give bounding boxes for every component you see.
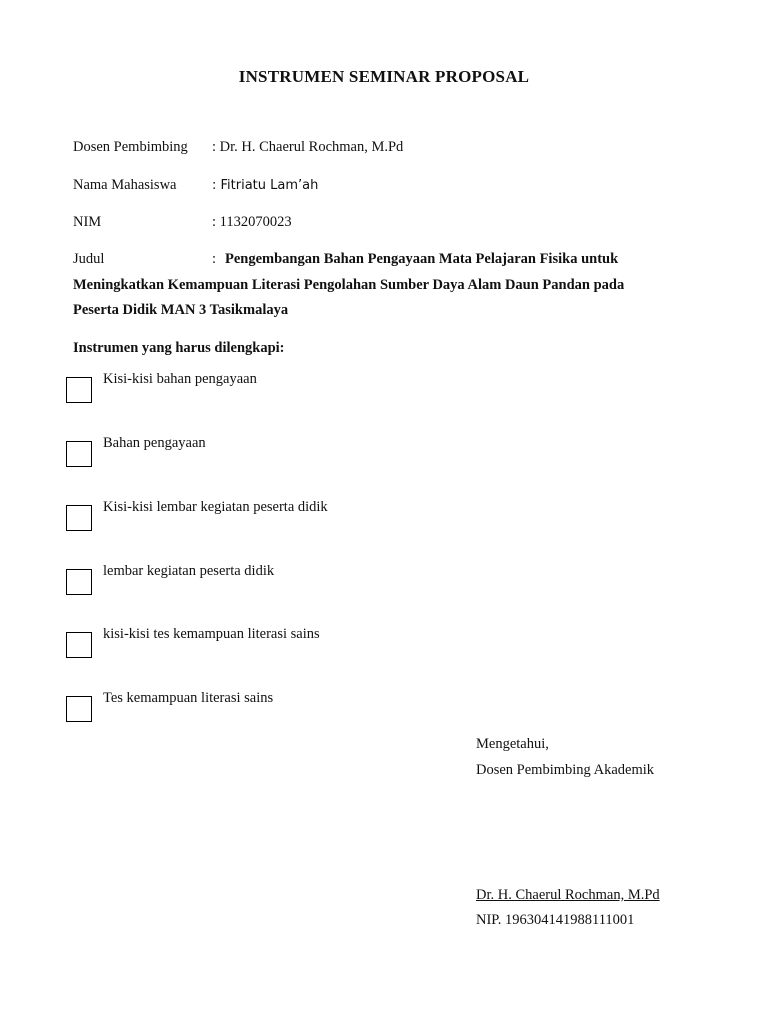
checkbox-bahan-pengayaan[interactable] bbox=[66, 441, 92, 467]
checklist-item bbox=[66, 690, 466, 722]
nama-mahasiswa-label: Nama Mahasiswa bbox=[73, 177, 177, 193]
checklist-item-label: Kisi-kisi bahan pengayaan bbox=[103, 371, 257, 387]
checklist-item-label: kisi-kisi tes kemampuan literasi sains bbox=[103, 626, 320, 642]
checklist-item-label: Kisi-kisi lembar kegiatan peserta didik bbox=[103, 499, 328, 515]
checklist-item-label: Tes kemampuan literasi sains bbox=[103, 690, 274, 706]
checkbox-lembar-kegiatan[interactable] bbox=[66, 569, 92, 595]
checkbox-tes-literasi-sains[interactable] bbox=[66, 696, 92, 722]
signature-acknowledged: Mengetahui, bbox=[476, 736, 549, 752]
checklist-heading: Instrumen yang harus dilengkapi: bbox=[73, 340, 285, 356]
checkbox-kisi-kisi-lembar-kegiatan[interactable] bbox=[66, 505, 92, 531]
judul-line-2: Meningkatkan Kemampuan Literasi Pengolahan Sumber Daya Alam Daun Pandan pada bbox=[73, 277, 625, 293]
signature-role: Dosen Pembimbing Akademik bbox=[476, 762, 655, 778]
checklist-item bbox=[66, 435, 466, 467]
checklist-item bbox=[66, 371, 466, 403]
nama-mahasiswa-value: : Fitriatu Lam’ah bbox=[212, 178, 319, 193]
checklist-item-label: lembar kegiatan peserta didik bbox=[103, 563, 275, 579]
dosen-pembimbing-label: Dosen Pembimbing bbox=[73, 139, 188, 155]
checklist-item bbox=[66, 499, 466, 531]
nim-value: : 1132070023 bbox=[212, 214, 292, 230]
signature-nip: NIP. 196304141988111001 bbox=[476, 912, 635, 928]
checkbox-kisi-kisi-bahan-pengayaan[interactable] bbox=[66, 377, 92, 403]
document-title: INSTRUMEN SEMINAR PROPOSAL bbox=[238, 67, 530, 86]
signature-name: Dr. H. Chaerul Rochman, M.Pd bbox=[476, 887, 660, 903]
checklist-item bbox=[66, 563, 466, 595]
checklist-item-label: Bahan pengayaan bbox=[103, 435, 206, 451]
judul-label: Judul bbox=[73, 251, 105, 267]
judul-line-3: Peserta Didik MAN 3 Tasikmalaya bbox=[73, 302, 289, 318]
dosen-pembimbing-value: : Dr. H. Chaerul Rochman, M.Pd bbox=[212, 139, 404, 155]
nim-label: NIM bbox=[73, 214, 102, 230]
checklist-item bbox=[66, 626, 466, 658]
judul-colon: : bbox=[212, 251, 217, 267]
judul-line-1: Pengembangan Bahan Pengayaan Mata Pelajaran Fisika untuk bbox=[225, 251, 619, 267]
checkbox-kisi-kisi-tes-literasi[interactable] bbox=[66, 632, 92, 658]
